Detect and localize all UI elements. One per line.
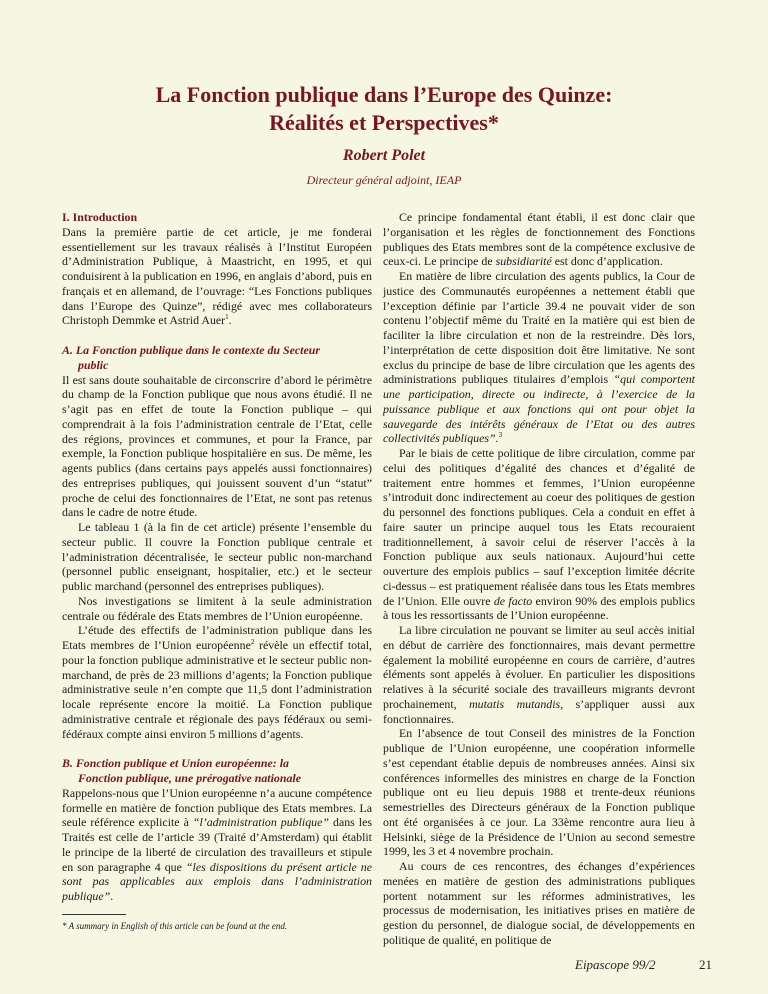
left-column [62,210,372,932]
author-affiliation: Directeur général adjoint, IEAP [306,173,462,187]
paragraph: Le tableau 1 (à la fin de cet article) présente l’ensemble du secteur public. Il couvre la Fonction publique centrale et l’administration décentralisée, le secteur public non-marchand (personnel public enseignant, hospitalier, etc.) et le secteur public marchand (personnel des entreprises publiques). [62,520,372,593]
paragraph: Nos investigations se limitent à la seule administration centrale ou fédérale des Etats membres de l’Union européenne. [62,593,372,623]
footnote-ref: 3 [498,431,503,440]
author-name: Robert Polet [342,147,426,164]
paragraph: En matière de libre circulation des agents publics, la Cour de justice des Communautés européennes a nettement établi que l’exception définie par l’article 39.4 ne pouvait vider de son contenu l’objectif même du Traité en la matière qui est bien de faciliter la libre circulation et non de la restreindre. Dès lors, l’interprétation de cette disposition doit être limitative. Ne sont exclus du principe de base de libre circulation que les agents des administrations publiques titulaires d’emplois “qui comportent une participation, directe ou indirecte, à l’exercice de la puissance publique et aux fonctions qui ont pour objet la sauvegarde des intérêts généraux de l’Etat ou des autres collectivités publiques”.$^3$ [383,269,695,446]
paragraph: Au cours de ces rencontres, des échanges d’expériences menées en matière de gestion des administrations publiques portent notamment sur les réformes administratives, les processus de modernisation, les initiatives prises en matière de gestion du personnel, de dialogue social, de développements en politique de qualité, en politique de [383,859,695,947]
paragraph: En l’absence de tout Conseil des ministres de la Fonction publique de l’Union européenne, une coopération informelle s’est cependant établie depuis de nombreuses années. Ainsi six conférences informelles des ministres en charge de la Fonction publique ont eu lieu depuis 1988 et trente-deux réunions semestrielles des Directeurs généraux de la Fonction publique ont été organisées à ce jour. La 33ème rencontre aura lieu à Helsinki, siège de la Présidence de l’Union au second semestre 1999, les 3 et 4 novembre prochain. [383,726,695,859]
footnote-ref: 2 [250,638,255,647]
paragraph: Dans la première partie de cet article, je me fonderai essentiellement sur les travaux réalisés à l’Institut Européen d’Administration Publique, à Maastricht, en 1995, et qui conduisirent à la publication en 1996, en anglais d’abord, puis en français et en allemand, de l’ouvrage: “Les Fonctions publiques dans l’Europe des Quinze”, rédigé avec mes collaborateurs Christoph Demmke et Astrid Auer$^1$. [62,224,372,328]
journal-name: Eipascope 99/2 [575,957,656,972]
page-number: 21 [699,957,712,972]
section-heading-b: B. Fonction publique et Union européenne: la Fonction publique, une prérogative nationale [62,756,301,785]
footnote-divider [62,914,126,915]
paragraph: Par le biais de cette politique de libre circulation, comme par celui des politiques d’égalité des chances et d’égalité de traitement entre hommes et femmes, l’Union européenne s’introduit donc indirectement au coeur des politiques de gestion du personnel des fonctions publiques. Cela a conduit en effet à faire sauter un principe auquel tous les Etats recouraient traditionnellement, à savoir celui de réserver l’accès à la Fonction publique aux seuls nationaux. Aujourd’hui cette ouverture des emplois publics – sauf l’exception limitée décrite ci-dessus – est pratiquement réalisée dans tous les Etats membres de l’Union. Elle ouvre de facto environ 90% des emplois publics à tous les ressortissants de l’Union européenne. [383,446,695,623]
right-column [383,210,695,948]
paragraph: Rappelons-nous que l’Union européenne n’a aucune compétence formelle en matière de fonction publique des Etats membres. La seule référence explicite à “l’administration publique” dans les Traités est celle de l’article 39 (Traité d’Amsterdam) qui établit le principe de la liberté de circulation des travailleurs et stipule en son paragraphe 4 que “les dispositions du présent article ne sont pas applicables aux emplois dans l’administration publique”. [62,785,373,903]
footnote: * A summary in English of this article can be found at the end. [62,920,288,931]
footnote-ref: 1 [225,313,229,322]
title-line-2: Réalités et Perspectives* [269,110,499,135]
paragraph: L’étude des effectifs de l’administration publique dans les Etats membres de l’Union européenne$^2$ révèle un effectif total, pour la fonction publique administrative et le secteur public non-marchand, de près de 23 millions d’agents; la Fonction publique administrative seule n’en compte que 11,5 dont l’administration locale représente encore la moitié. La Fonction publique administrative centrale et régionale des pays fédéraux ou semi-fédéraux compte ainsi environ 5 millions d’agents. [62,623,372,741]
section-heading-introduction: I. Introduction [62,210,138,224]
title-line-1: La Fonction publique dans l’Europe des Quinze: [155,82,613,107]
paragraph: Ce principe fondamental étant établi, il est donc clair que l’organisation et les règles de fonctionnement des Fonctions publiques des Etats membres sont de la compétence exclusive de ceux-ci. Le principe de subsidiarité est donc d’application. [383,210,695,269]
section-heading-a: A. La Fonction publique dans le contexte du Secteur public [62,343,320,372]
paragraph: La libre circulation ne pouvant se limiter au seul accès initial en début de carrière des fonctionnaires, mais devant permettre également la mobilité européenne en cours de carrière, d’autres éléments sont appelés à évoluer. En particulier les dispositions relatives à la sécurité sociale des travailleurs migrants devront prochainement, mutatis mutandis, s’appliquer aussi aux fonctionnaires. [383,623,695,726]
article-title [0,81,768,137]
paragraph: Il est sans doute souhaitable de circonscrire d’abord le périmètre du champ de la Fonction publique que nous avons étudié. Il ne s’agit pas en effet de toute la Fonction publique – qui comprendrait à la fois l’administration centrale de l’Etat, celle des régions, provinces et communes, et pour la France, par exemple, la Fonction publique hospitalière en sus. De même, les agents publics (dans certains pays appelés aussi fonctionnaires) des entreprises publiques, qui jouissent souvent d’un “statut” proche de celui des fonctionnaires de l’Etat, ne sont pas retenus dans le cadre de notre étude. [62,372,372,520]
